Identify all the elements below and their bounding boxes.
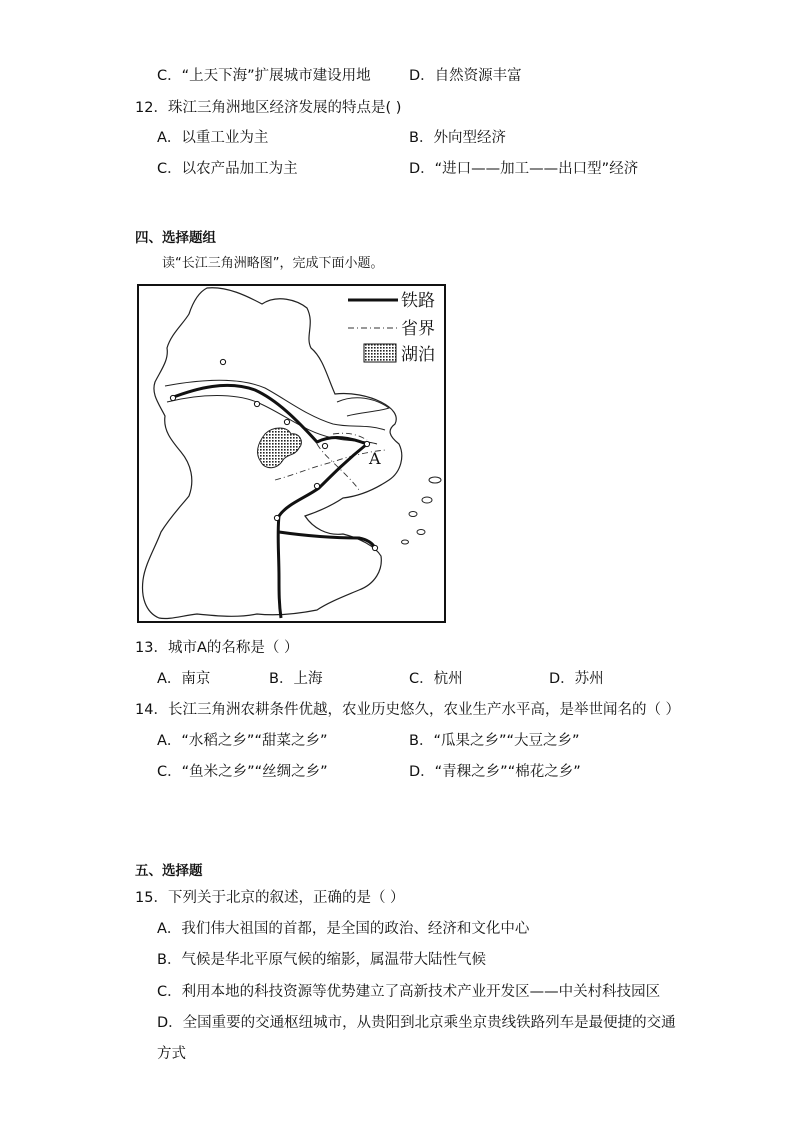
q14-option-d: D．“青稞之乡”“棉花之乡”: [409, 764, 581, 780]
q15-option-b: B．气候是华北平原气候的缩影，属温带大陆性气候: [157, 952, 486, 968]
q11-option-c: C．“上天下海”扩展城市建设用地: [157, 68, 371, 84]
city-dot: [314, 483, 319, 488]
section4-instruction: 读“长江三角洲略图”，完成下面小题。: [162, 256, 384, 271]
city-dot: [322, 443, 327, 448]
city-dot: [170, 395, 175, 400]
q13-option-c: C．杭州: [409, 671, 463, 687]
q15-option-c: C．利用本地的科技资源等优势建立了高新技术产业开发区——中关村科技园区: [157, 984, 661, 1000]
q15-option-a: A．我们伟大祖国的首都，是全国的政治、经济和文化中心: [157, 921, 530, 937]
section5-heading: 五、选择题: [135, 863, 203, 879]
q12-stem: 12．珠江三角洲地区经济发展的特点是( ): [135, 100, 402, 116]
q11-option-d: D．自然资源丰富: [409, 68, 522, 84]
city-dot: [274, 515, 279, 520]
section4-heading: 四、选择题组: [135, 230, 216, 246]
city-dot: [284, 419, 289, 424]
q13-stem: 13．城市A的名称是（ ）: [135, 640, 299, 656]
city-dot: [254, 401, 259, 406]
q15-option-d-line1: D．全国重要的交通枢纽城市，从贵阳到北京乘坐京贵线铁路列车是最便捷的交通: [157, 1015, 676, 1031]
legend-border-label: 省界: [401, 319, 435, 339]
q14-option-a: A．“水稻之乡”“甜菜之乡”: [157, 733, 328, 749]
q15-stem: 15．下列关于北京的叙述，正确的是（ ）: [135, 890, 405, 906]
q12-option-a: A．以重工业为主: [157, 130, 269, 146]
legend-lake-label: 湖泊: [401, 345, 435, 365]
city-a-label: A: [369, 449, 381, 468]
q12-option-c: C．以农产品加工为主: [157, 161, 298, 177]
q13-option-a: A．南京: [157, 671, 211, 687]
q12-option-b: B．外向型经济: [409, 130, 506, 146]
q12-option-d: D．“进口——加工——出口型”经济: [409, 161, 639, 177]
q13-option-d: D．苏州: [549, 671, 604, 687]
city-a-dot: [364, 441, 369, 446]
q14-stem: 14．长江三角洲农耕条件优越，农业历史悠久，农业生产水平高，是举世闻名的（ ）: [135, 702, 681, 718]
city-dot: [372, 545, 377, 550]
q14-option-c: C．“鱼米之乡”“丝绸之乡”: [157, 764, 328, 780]
q14-option-b: B．“瓜果之乡”“大豆之乡”: [409, 733, 580, 749]
city-dot: [220, 359, 225, 364]
q13-option-b: B．上海: [269, 671, 323, 687]
legend-lake-symbol: [364, 344, 396, 362]
q15-option-d-line2: 方式: [157, 1046, 186, 1062]
yangtze-delta-map: [137, 284, 446, 623]
legend-railway-label: 铁路: [401, 291, 435, 311]
